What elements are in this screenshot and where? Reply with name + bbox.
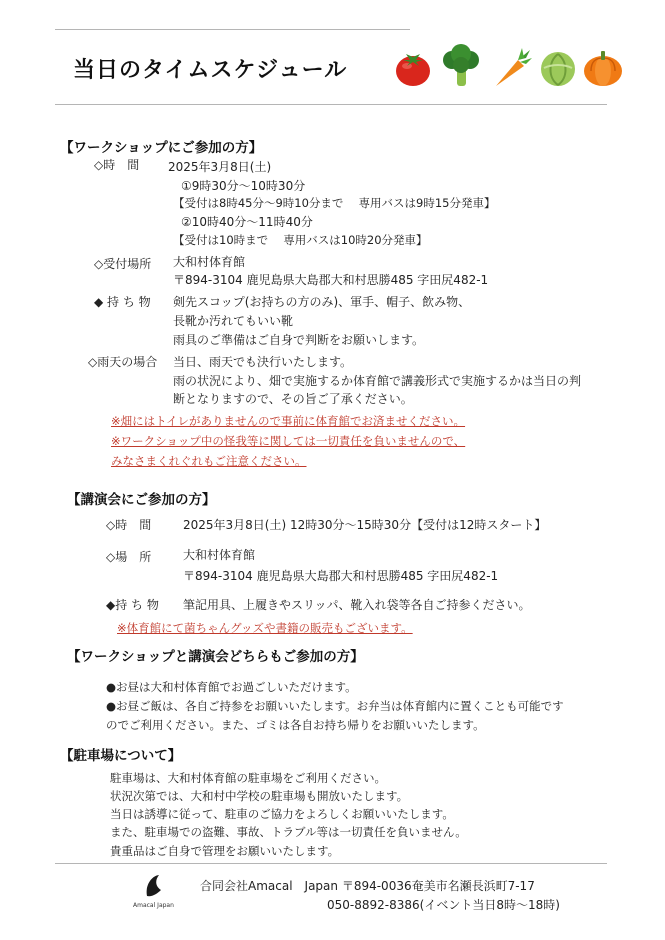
both-heading: 【ワークショップと講演会どちらもご参加の方】 <box>67 649 364 665</box>
workshop-notice-toilet: ※畑にはトイレがありませんので事前に体育館でお済ませください。 <box>111 414 466 428</box>
workshop-session1: ①9時30分～10時30分 <box>181 179 306 193</box>
both-line2: ●お昼ご飯は、各自ご持参をお願いいたします。お弁当は体育館内に置くことも可能です <box>106 699 564 713</box>
workshop-place-address: 〒894-3104 鹿児島県大島郡大和村思勝485 字田尻482-1 <box>173 273 489 287</box>
workshop-items-line1: 剣先スコップ(お持ちの方のみ)、軍手、帽子、飲み物、 <box>173 295 471 309</box>
workshop-session2-note: 【受付は10時まで 専用バスは10時20分発車】 <box>173 233 428 247</box>
lecture-time-value: 2025年3月8日(土) 12時30分～15時30分【受付は12時スタート】 <box>183 518 547 532</box>
page-title: 当日のタイムスケジュール <box>73 58 348 83</box>
workshop-items-line3: 雨具のご準備はご自身で判断をお願いします。 <box>173 333 425 347</box>
broccoli-icon <box>441 44 481 88</box>
both-line1: ●お昼は大和村体育館でお過ごしいただけます。 <box>106 680 357 694</box>
workshop-items-label: ◆ 持 ち 物 <box>94 295 151 309</box>
logo-text: Amacal Japan <box>133 902 174 909</box>
pumpkin-icon <box>582 47 624 87</box>
parking-heading: 【駐車場について】 <box>60 748 182 764</box>
workshop-date: 2025年3月8日(土) <box>168 160 272 174</box>
parking-line2: 状況次第では、大和村中学校の駐車場も開放いたします。 <box>110 789 409 803</box>
lecture-place-name: 大和村体育館 <box>183 548 256 562</box>
workshop-rain-label: ◇雨天の場合 <box>88 355 158 369</box>
logo-bird-icon <box>143 872 167 904</box>
workshop-rain-line1: 当日、雨天でも決行いたします。 <box>173 355 353 369</box>
footer-company: 合同会社Amacal Japan 〒894-0036奄美市名瀬長浜町7-17 <box>200 879 535 893</box>
workshop-heading: 【ワークショップにご参加の方】 <box>60 140 263 156</box>
parking-line3: 当日は誘導に従って、駐車のご協力をよろしくお願いいたします。 <box>110 807 454 821</box>
footer-phone: 050-8892-8386(イベント当日8時～18時) <box>327 898 560 912</box>
workshop-notice-injury: ※ワークショップ中の怪我等に関しては一切責任を負いませんので、 <box>111 434 466 448</box>
top-rule <box>55 29 410 30</box>
parking-line5: 貴重品はご自身で管理をお願いいたします。 <box>110 844 340 858</box>
workshop-rain-line2: 雨の状況により、畑で実施するか体育館で講義形式で実施するかは当日の判 <box>173 374 582 388</box>
workshop-session1-note: 【受付は8時45分～9時10分まで 専用バスは9時15分発車】 <box>173 196 496 210</box>
both-line3: のでご利用ください。また、ゴミは各自お持ち帰りをお願いいたします。 <box>106 718 485 732</box>
carrot-icon <box>490 46 534 90</box>
workshop-session2: ②10時40分～11時40分 <box>181 215 313 229</box>
tomato-icon <box>393 48 433 88</box>
footer-rule <box>55 863 607 864</box>
parking-line4: また、駐車場での盗難、事故、トラブル等は一切責任を負いません。 <box>110 825 467 839</box>
lecture-place-label: ◇場 所 <box>106 550 152 564</box>
parking-line1: 駐車場は、大和村体育館の駐車場をご利用ください。 <box>110 771 386 785</box>
header-rule <box>55 104 607 105</box>
lecture-notice-sales: ※体育館にて菌ちゃんグッズや書籍の販売もございます。 <box>117 621 413 635</box>
workshop-place-name: 大和村体育館 <box>173 255 246 269</box>
lecture-place-address: 〒894-3104 鹿児島県大島郡大和村思勝485 字田尻482-1 <box>183 569 499 583</box>
workshop-time-label: ◇時 間 <box>94 158 140 172</box>
workshop-items-line2: 長靴か汚れてもいい靴 <box>173 314 294 328</box>
lecture-items-label: ◆持 ち 物 <box>106 598 159 612</box>
lecture-items-value: 筆記用具、上履きやスリッパ、靴入れ袋等各自ご持参ください。 <box>183 598 531 612</box>
lecture-time-label: ◇時 間 <box>106 518 152 532</box>
cabbage-icon <box>538 48 578 88</box>
workshop-notice-caution: みなさまくれぐれもご注意ください。 <box>111 454 307 468</box>
lecture-heading: 【講演会にご参加の方】 <box>67 492 216 508</box>
workshop-place-label: ◇受付場所 <box>94 257 152 271</box>
workshop-rain-line3: 断となりますので、その旨ご了承ください。 <box>173 392 413 406</box>
